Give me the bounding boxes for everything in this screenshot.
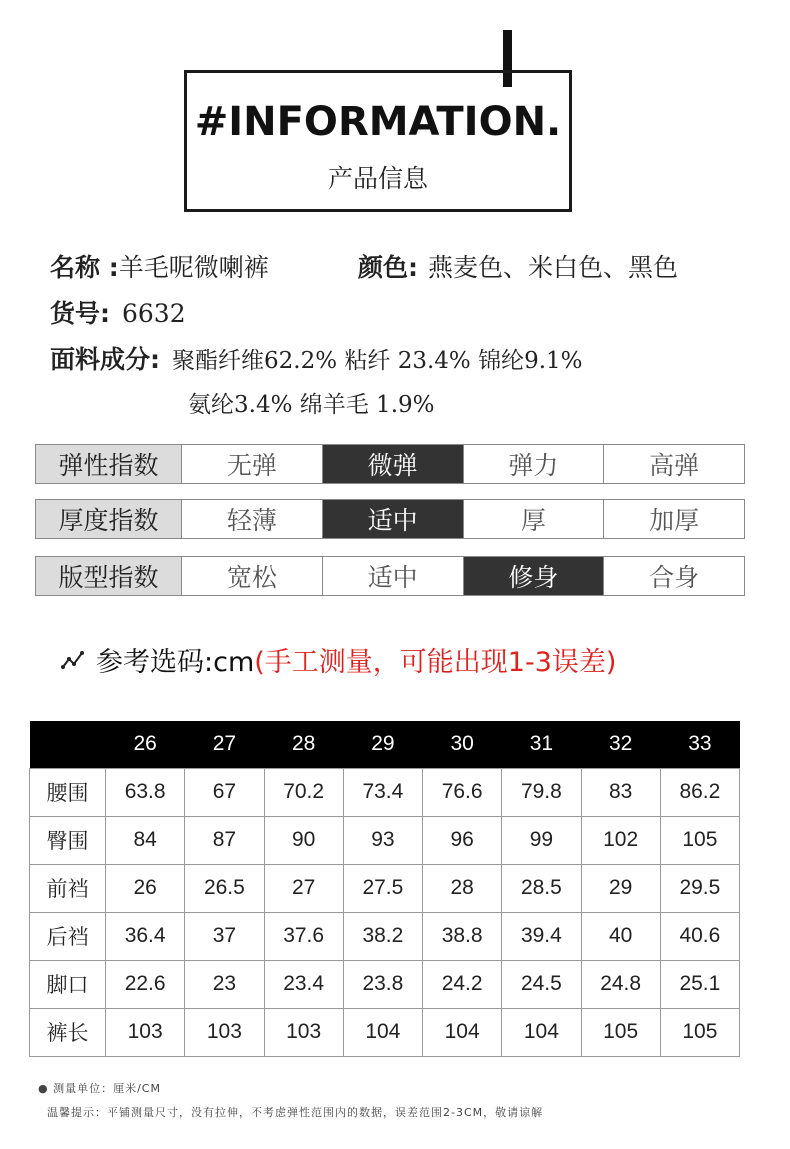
fabric-line-1: 聚酯纤维62.2% 粘纤 23.4% 锦纶9.1% <box>172 348 583 374</box>
sku-label: 货号: <box>50 299 110 328</box>
color-label: 颜色: <box>358 253 418 282</box>
table-cell: 90 <box>264 816 343 864</box>
row-label: 臀围 <box>30 816 106 864</box>
table-cell: 24.8 <box>581 960 660 1008</box>
table-cell: 24.5 <box>502 960 581 1008</box>
table-row <box>30 864 740 912</box>
title-frame <box>184 70 572 212</box>
table-cell: 23 <box>185 960 264 1008</box>
unit-note: ● 测量单位：厘米/CM <box>38 1082 161 1095</box>
table-cell: 76.6 <box>423 768 502 816</box>
table-cell: 22.6 <box>106 960 185 1008</box>
size-table-header <box>30 721 740 768</box>
index-option: 轻薄 <box>182 500 323 538</box>
size-column-header: 30 <box>423 721 502 768</box>
index-option: 适中 <box>323 557 464 595</box>
title-chinese: 产品信息 <box>327 164 428 193</box>
index-option: 无弹 <box>182 445 323 483</box>
table-cell: 29.5 <box>660 864 739 912</box>
table-cell: 40 <box>581 912 660 960</box>
index-option: 宽松 <box>182 557 323 595</box>
size-table <box>29 721 740 1057</box>
table-cell: 103 <box>264 1008 343 1056</box>
size-section-label: 参考选码:cm <box>96 647 255 678</box>
index-option: 加厚 <box>649 506 700 535</box>
index-option: 修身 <box>464 557 605 595</box>
table-cell: 103 <box>106 1008 185 1056</box>
table-cell: 36.4 <box>106 912 185 960</box>
table-cell: 93 <box>343 816 422 864</box>
table-cell: 38.2 <box>343 912 422 960</box>
table-cell: 23.4 <box>264 960 343 1008</box>
table-cell: 104 <box>343 1008 422 1056</box>
index-option: 弹力 <box>464 445 605 483</box>
row-label: 前裆 <box>30 864 106 912</box>
index-label: 厚度指数 <box>36 500 182 538</box>
row-label: 腰围 <box>30 768 106 816</box>
table-row <box>30 912 740 960</box>
color-value: 燕麦色、米白色、黑色 <box>428 253 679 282</box>
product-fabric-row <box>50 340 583 376</box>
row-label: 脚口 <box>30 960 106 1008</box>
table-cell: 26.5 <box>185 864 264 912</box>
name-value: 羊毛呢微喇裤 <box>118 253 269 282</box>
index-label: 版型指数 <box>36 557 182 595</box>
row-label: 裤长 <box>30 1008 106 1056</box>
product-name-row <box>50 248 269 284</box>
table-cell: 67 <box>185 768 264 816</box>
table-cell: 28 <box>423 864 502 912</box>
size-column-header: 31 <box>502 721 581 768</box>
tip-note: 温馨提示：平铺测量尺寸，没有拉伸，不考虑弹性范围内的数据，误差范围2-3CM，敬请谅解 <box>47 1106 544 1119</box>
index-option: 适中 <box>323 500 464 538</box>
table-cell: 27.5 <box>343 864 422 912</box>
size-column-header: 26 <box>106 721 185 768</box>
fabric-line-2: 氨纶3.4% 绵羊毛 1.9% <box>188 392 435 418</box>
table-row <box>30 816 740 864</box>
table-cell: 40.6 <box>660 912 739 960</box>
table-cell: 73.4 <box>343 768 422 816</box>
index-option: 合身 <box>649 563 700 592</box>
size-section-note: (手工测量，可能出现1-3误差) <box>254 647 617 678</box>
table-cell: 105 <box>660 816 739 864</box>
table-cell: 105 <box>581 1008 660 1056</box>
table-cell: 99 <box>502 816 581 864</box>
table-cell: 70.2 <box>264 768 343 816</box>
size-column-header: 33 <box>660 721 739 768</box>
size-column-header: 27 <box>185 721 264 768</box>
table-cell: 63.8 <box>106 768 185 816</box>
table-cell: 96 <box>423 816 502 864</box>
table-cell: 38.8 <box>423 912 502 960</box>
table-cell: 28.5 <box>502 864 581 912</box>
index-option: 厚 <box>464 500 605 538</box>
size-section-title <box>60 640 616 679</box>
size-column-header <box>30 721 106 768</box>
table-cell: 104 <box>502 1008 581 1056</box>
index-row <box>35 444 745 484</box>
table-cell: 84 <box>106 816 185 864</box>
table-cell: 26 <box>106 864 185 912</box>
table-cell: 86.2 <box>660 768 739 816</box>
table-cell: 105 <box>660 1008 739 1056</box>
title-english: #INFORMATION. <box>194 99 562 145</box>
name-label: 名称 : <box>50 253 119 282</box>
size-column-header: 28 <box>264 721 343 768</box>
trend-icon <box>60 647 86 673</box>
table-cell: 23.8 <box>343 960 422 1008</box>
index-label: 弹性指数 <box>36 445 182 483</box>
table-cell: 29 <box>581 864 660 912</box>
index-row <box>35 499 745 539</box>
table-cell: 39.4 <box>502 912 581 960</box>
table-cell: 25.1 <box>660 960 739 1008</box>
table-cell: 83 <box>581 768 660 816</box>
product-color-row <box>358 248 678 284</box>
table-cell: 37.6 <box>264 912 343 960</box>
index-option: 微弹 <box>323 445 464 483</box>
product-sku-row <box>50 294 186 330</box>
fabric-label: 面料成分: <box>50 345 160 374</box>
table-row <box>30 1008 740 1056</box>
index-row <box>35 556 745 596</box>
table-cell: 24.2 <box>423 960 502 1008</box>
table-cell: 104 <box>423 1008 502 1056</box>
table-cell: 79.8 <box>502 768 581 816</box>
index-option: 高弹 <box>649 451 700 480</box>
table-cell: 87 <box>185 816 264 864</box>
row-label: 后裆 <box>30 912 106 960</box>
table-row <box>30 960 740 1008</box>
table-cell: 37 <box>185 912 264 960</box>
table-cell: 103 <box>185 1008 264 1056</box>
table-cell: 102 <box>581 816 660 864</box>
table-cell: 27 <box>264 864 343 912</box>
size-column-header: 29 <box>343 721 422 768</box>
sku-value: 6632 <box>122 299 186 328</box>
table-row <box>30 768 740 816</box>
size-column-header: 32 <box>581 721 660 768</box>
